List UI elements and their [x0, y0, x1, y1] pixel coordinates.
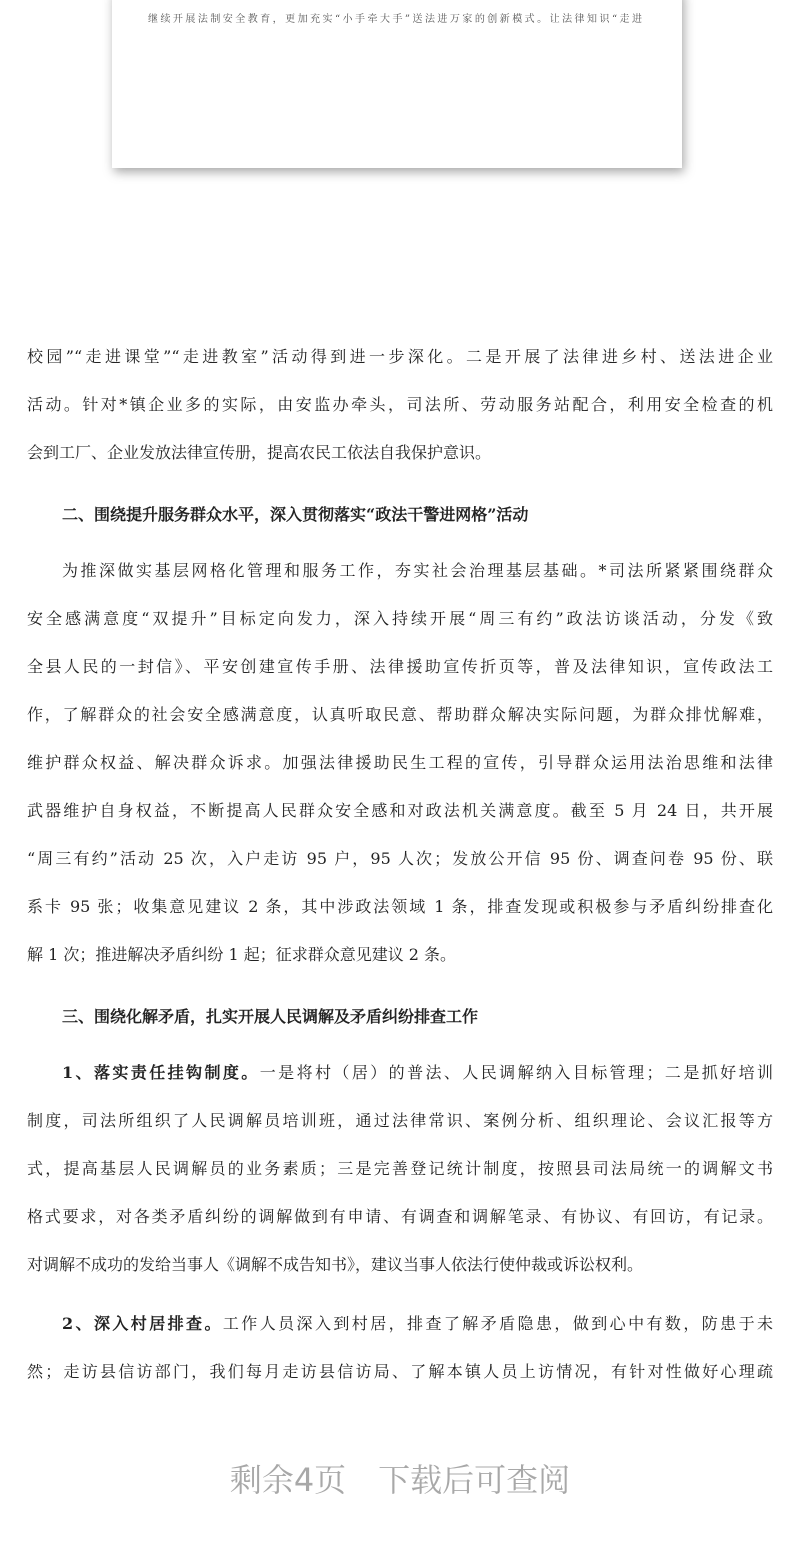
- text-line: 会到工厂、企业发放法律宣传册，提高农民工依法自我保护意识。: [27, 443, 492, 462]
- remaining-pages-download-prompt[interactable]: 剩余4页 下载后可查阅: [229, 1461, 571, 1499]
- preview-text: 继续开展法制安全教育，更加充实“小手牵大手”送法进万家的创新模式。让法律知识“走进: [148, 14, 642, 25]
- text-line: 系卡 95 张；收集意见建议 2 条，其中涉政法领域 1 条，排查发现或积极参与矛盾纠纷排查化: [27, 897, 773, 916]
- text-line: 维护群众权益、解决群众诉求。加强法律援助民生工程的宣传，引导群众运用法治思维和法律: [27, 753, 773, 772]
- text-line: 对调解不成功的发给当事人《调解不成告知书》，建议当事人依法行使仲裁或诉讼权利。: [27, 1255, 644, 1274]
- text-line: 为推深做实基层网格化管理和服务工作，夯实社会治理基层基础。*司法所紧紧围绕群众: [62, 561, 773, 580]
- text-line: 活动。针对*镇企业多的实际，由安监办牵头，司法所、劳动服务站配合，利用安全检查的机: [27, 395, 773, 414]
- item-title: 2、深入村居排查。: [62, 1314, 223, 1333]
- text-line: 式，提高基层人民调解员的业务素质；三是完善登记统计制度，按照县司法局统一的调解文书: [27, 1159, 773, 1178]
- text-line: 全县人民的一封信》、平安创建宣传手册、法律援助宣传折页等，普及法律知识，宣传政法工: [27, 657, 773, 676]
- text-line: 校园”“走进课堂”“走进教室”活动得到进一步深化。二是开展了法律进乡村、送法进企业: [27, 347, 773, 366]
- text-line: 制度，司法所组织了人民调解员培训班，通过法律常识、案例分析、组织理论、会议汇报等方: [27, 1111, 773, 1130]
- text-line: [62, 1063, 773, 1083]
- section-heading: 三、围绕化解矛盾，扎实开展人民调解及矛盾纠纷排查工作: [62, 1007, 479, 1026]
- text-line: 武器维护自身权益，不断提高人民群众安全感和对政法机关满意度。截至 5 月 24 日，共开展: [27, 801, 773, 820]
- text-line: 作，了解群众的社会安全感满意度，认真听取民意、帮助群众解决实际问题，为群众排忧解难，: [27, 705, 773, 724]
- text-line: [62, 1314, 773, 1334]
- text-line: 解 1 次；推进解决矛盾纠纷 1 起；征求群众意见建议 2 条。: [27, 945, 457, 964]
- item-text: 一是将村（居）的普法、人民调解纳入目标管理；二是抓好培训: [259, 1063, 773, 1082]
- item-title: 1、落实责任挂钩制度。: [62, 1063, 260, 1082]
- text-line: “周三有约”活动 25 次，入户走访 95 户，95 人次；发放公开信 95 份、调查问卷 95 份、联: [27, 849, 773, 868]
- text-line: 然；走访县信访部门，我们每月走访县信访局、了解本镇人员上访情况，有针对性做好心理疏: [27, 1362, 773, 1381]
- section-heading: 二、围绕提升服务群众水平，深入贯彻落实“政法干警进网格”活动: [62, 505, 529, 524]
- text-line: 安全感满意度“双提升”目标定向发力，深入持续开展“周三有约”政法访谈活动，分发《致: [27, 609, 773, 628]
- text-line: 格式要求，对各类矛盾纠纷的调解做到有申请、有调查和调解笔录、有协议、有回访，有记录。: [27, 1207, 773, 1226]
- item-text: 工作人员深入到村居，排查了解矛盾隐患，做到心中有数，防患于未: [222, 1314, 773, 1333]
- preview-page-card: [112, 0, 682, 168]
